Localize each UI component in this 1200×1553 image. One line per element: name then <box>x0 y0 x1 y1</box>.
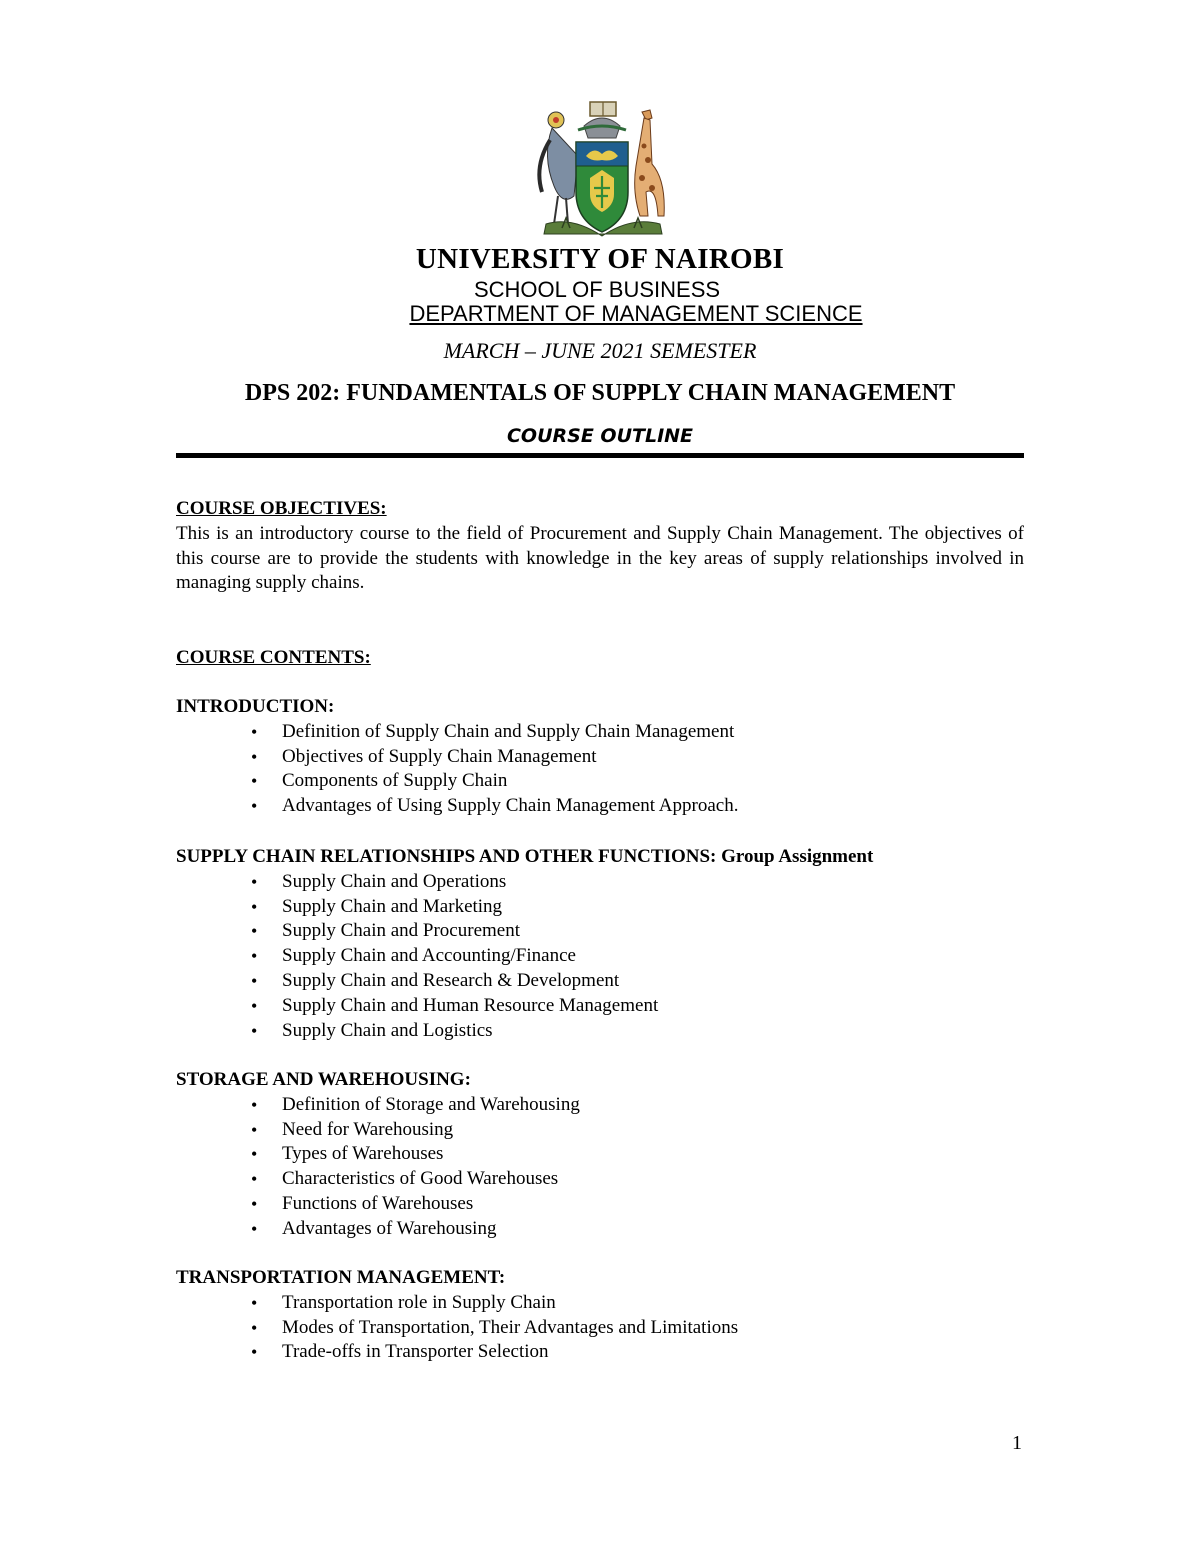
bullet-icon: • <box>251 1020 258 1041</box>
course-objectives-heading: COURSE OBJECTIVES: <box>176 498 387 519</box>
list-item: • Modes of Transportation, Their Advantages and Limitations <box>176 1316 1024 1341</box>
list-item: • Definition of Storage and Warehousing <box>176 1093 1024 1118</box>
section-storage-warehousing <box>176 1068 1024 1242</box>
university-coat-of-arms-logo <box>532 96 670 246</box>
school-name: SCHOOL OF BUSINESS <box>473 277 721 302</box>
list-item: • Supply Chain and Accounting/Finance <box>176 944 1024 969</box>
list-item: • Advantages of Using Supply Chain Management Approach. <box>176 794 1024 819</box>
list-item: • Transportation role in Supply Chain <box>176 1291 1024 1316</box>
bullet-icon: • <box>251 871 258 892</box>
list-item: • Supply Chain and Research & Development <box>176 969 1024 994</box>
bullet-icon: • <box>251 921 258 942</box>
list-item: • Supply Chain and Marketing <box>176 895 1024 920</box>
section-introduction <box>176 695 1024 819</box>
bullet-icon: • <box>251 1292 258 1313</box>
bullet-icon: • <box>251 1144 258 1165</box>
semester-label: MARCH – JUNE 2021 SEMESTER <box>443 338 757 363</box>
university-name: UNIVERSITY OF NAIROBI <box>415 243 785 275</box>
section-title: SUPPLY CHAIN RELATIONSHIPS AND OTHER FUNCTIONS: Group Assignment <box>176 846 874 867</box>
bullet-icon: • <box>251 1218 258 1239</box>
course-outline-label: COURSE OUTLINE <box>506 425 694 447</box>
bullet-icon: • <box>251 995 258 1016</box>
bullet-icon: • <box>251 746 258 767</box>
list-item: • Characteristics of Good Warehouses <box>176 1167 1024 1192</box>
list-item: • Need for Warehousing <box>176 1118 1024 1143</box>
list-item: • Advantages of Warehousing <box>176 1217 1024 1242</box>
list-item: • Objectives of Supply Chain Management <box>176 745 1024 770</box>
section-transportation-management <box>176 1266 1024 1365</box>
bullet-icon: • <box>251 1094 258 1115</box>
bullet-icon: • <box>251 771 258 792</box>
list-item: • Components of Supply Chain <box>176 769 1024 794</box>
list-item: • Definition of Supply Chain and Supply Chain Management <box>176 720 1024 745</box>
page-number: 1 <box>1012 1432 1022 1454</box>
bullet-icon: • <box>251 721 258 742</box>
bullet-icon: • <box>251 970 258 991</box>
bullet-icon: • <box>251 1317 258 1338</box>
course-contents-section <box>176 646 1024 671</box>
bullet-icon: • <box>251 1193 258 1214</box>
header-divider <box>176 453 1024 458</box>
list-item: • Trade-offs in Transporter Selection <box>176 1340 1024 1365</box>
bullet-icon: • <box>251 1119 258 1140</box>
list-item: • Supply Chain and Human Resource Management <box>176 994 1024 1019</box>
list-item: • Supply Chain and Procurement <box>176 919 1024 944</box>
section-title: STORAGE AND WAREHOUSING: <box>176 1069 471 1090</box>
list-item: • Supply Chain and Logistics <box>176 1019 1024 1044</box>
course-objectives-section <box>176 497 1024 596</box>
list-item: • Functions of Warehouses <box>176 1192 1024 1217</box>
section-supply-chain-relationships <box>176 845 1024 1043</box>
section-title: INTRODUCTION: <box>176 696 335 717</box>
bullet-icon: • <box>251 896 258 917</box>
list-item: • Types of Warehouses <box>176 1142 1024 1167</box>
section-title: TRANSPORTATION MANAGEMENT: <box>176 1267 506 1288</box>
course-title: DPS 202: FUNDAMENTALS OF SUPPLY CHAIN MANAGEMENT <box>244 380 956 406</box>
bullet-icon: • <box>251 796 258 817</box>
course-contents-heading: COURSE CONTENTS: <box>176 647 371 668</box>
group-assignment-note: Group Assignment <box>721 846 874 867</box>
bullet-icon: • <box>251 1342 258 1363</box>
bullet-icon: • <box>251 1169 258 1190</box>
department-name: DEPARTMENT OF MANAGEMENT SCIENCE <box>409 301 863 326</box>
course-objectives-text: This is an introductory course to the field of Procurement and Supply Chain Management. The objectives of this course are to provide the students with knowledge in the key areas of supply relationships involved in managing supply chains. <box>176 522 1024 594</box>
list-item: • Supply Chain and Operations <box>176 870 1024 895</box>
bullet-icon: • <box>251 946 258 967</box>
